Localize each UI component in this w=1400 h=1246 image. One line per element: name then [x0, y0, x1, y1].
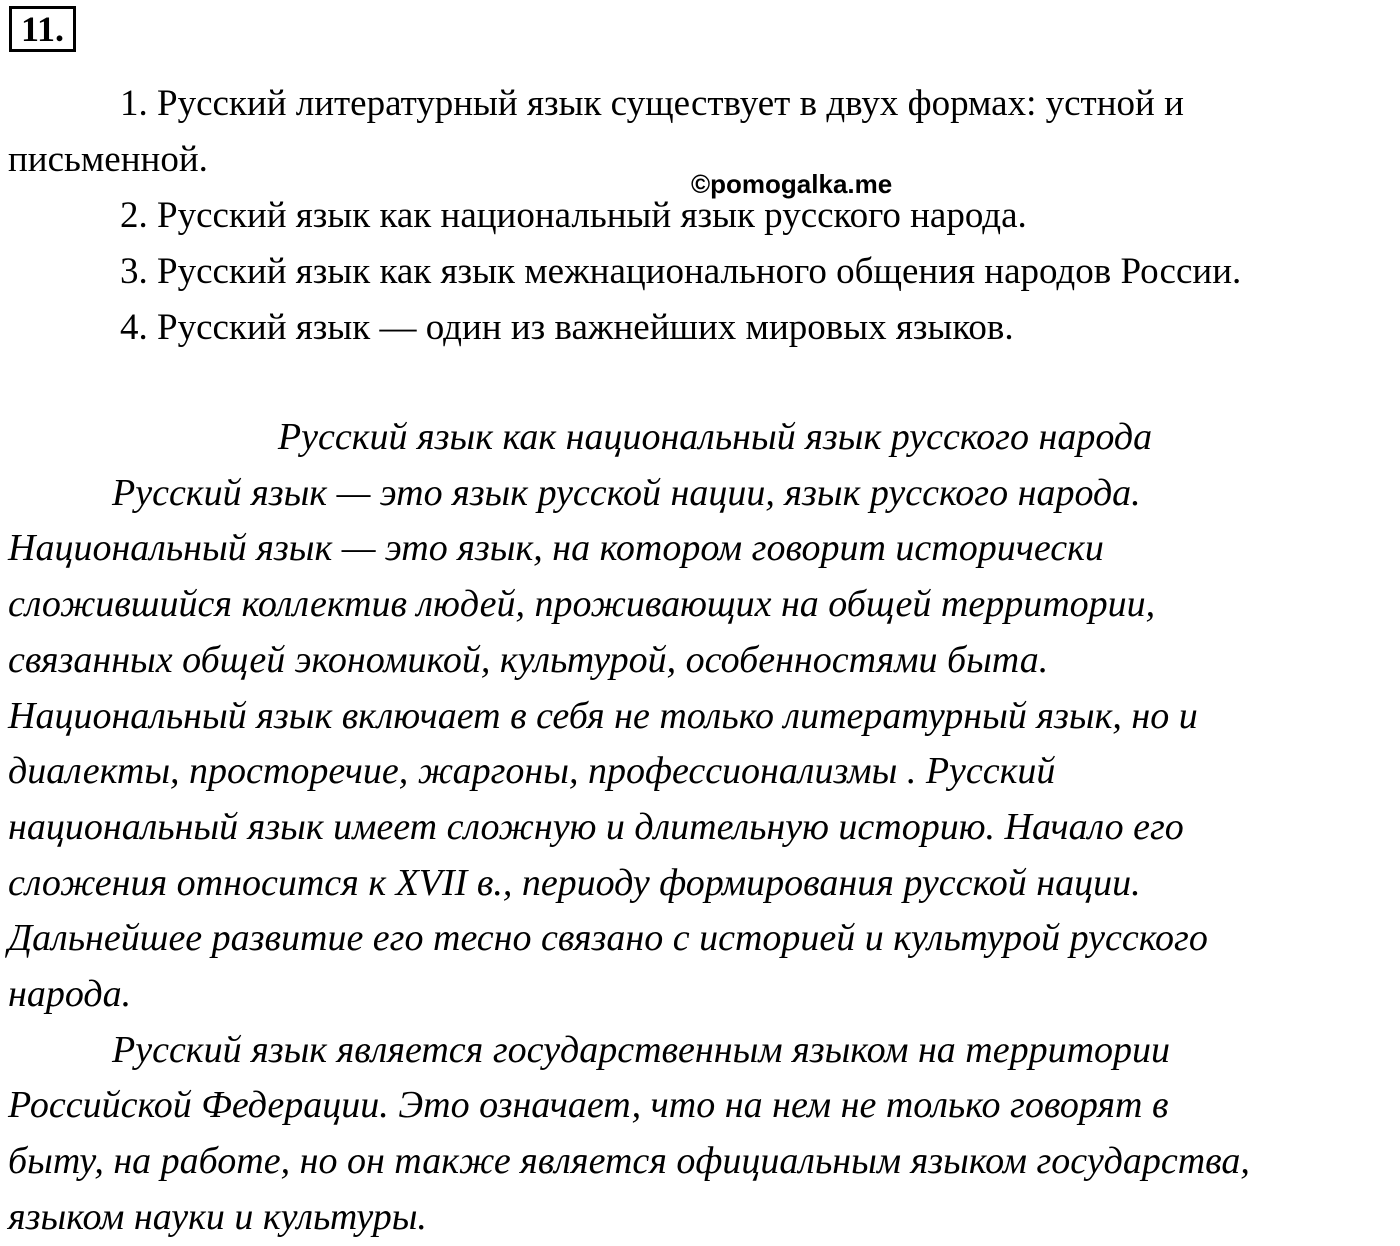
essay-section — [8, 410, 1398, 1246]
essay-title: Русский язык как национальный язык русского народа — [277, 416, 1153, 458]
essay-line: народа. — [8, 973, 132, 1016]
essay-line: связанных общей экономикой, культурой, особенностями быта. — [8, 638, 1049, 681]
essay-line: быту, на работе, но он также является официальным языком государства, — [8, 1140, 1250, 1183]
essay-line: Национальный язык включает в себя не только литературный язык, но и — [8, 694, 1198, 737]
essay-line: Российской Федерации. Это означает, что на нем не только говорят в — [8, 1084, 1169, 1127]
outline-item-2: 2. Русский язык как национальный язык русского народа. — [120, 195, 1027, 236]
essay-line: Русский язык — это язык русской нации, язык русского народа. — [112, 471, 1141, 514]
essay-line: Русский язык является государственным языком на территории — [112, 1028, 1171, 1071]
essay-line: сложившийся коллектив людей, проживающих на общей территории, — [8, 583, 1156, 626]
outline-list — [0, 76, 1400, 356]
outline-item-1-line-2: письменной. — [8, 139, 208, 180]
essay-line: сложения относится к XVII в., периоду формирования русской нации. — [8, 861, 1141, 904]
essay-line: национальный язык имеет сложную и длительную историю. Начало его — [8, 805, 1184, 848]
watermark-text: ©pomogalka.me — [691, 169, 893, 199]
essay-line: языком науки и культуры. — [8, 1195, 427, 1238]
essay-line: диалекты, просторечие, жаргоны, профессионализмы . Русский — [8, 750, 1056, 793]
outline-item-1-line-1: 1. Русский литературный язык существует в двух формах: устной и — [120, 83, 1184, 124]
essay-line: Национальный язык — это язык, на котором говорит исторически — [8, 527, 1104, 570]
task-number-box: 11. — [9, 6, 76, 52]
outline-item-4: 4. Русский язык — один из важнейших мировых языков. — [120, 307, 1014, 348]
outline-item-3: 3. Русский язык как язык межнационального общения народов России. — [120, 251, 1242, 292]
essay-line: Дальнейшее развитие его тесно связано с историей и культурой русского — [8, 917, 1208, 960]
